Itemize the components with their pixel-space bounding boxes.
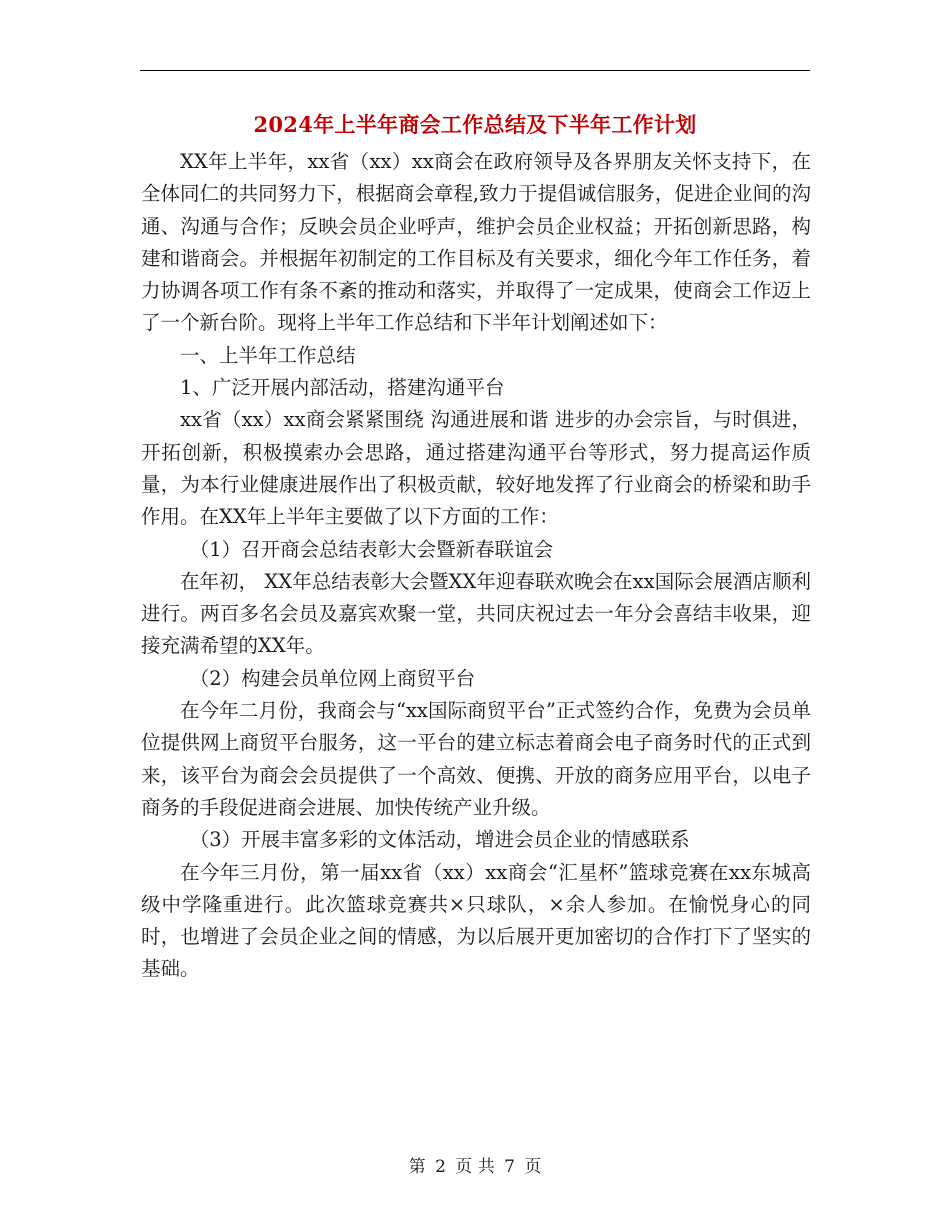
body-paragraph: xx省（xx）xx商会紧紧围绕 沟通进展和谐 进步的办会宗旨，与时俱进，开拓创新，积极摸索办会思路，通过搭建沟通平台等形式，努力提高运作质量，为本行业健康进展作出了积极贡献，较好地发挥了行业商会的桥梁和助手作用。在XX年上半年主要做了以下方面的工作： (141, 408, 811, 529)
intro-paragraph: XX年上半年，xx省（xx）xx商会在政府领导及各界朋友关怀支持下，在全体同仁的共同努力下，根据商会章程,致力于提倡诚信服务，促进企业间的沟通、沟通与合作；反映会员企业呼声，维护会员企业权益；开拓创新思路，构建和谐商会。并根据年初制定的工作目标及有关要求，细化今年工作任务，着力协调各项工作有条不紊的推动和落实，并取得了一定成果，使商会工作迈上了一个新台阶。现将上半年工作总结和下半年计划阐述如下： (141, 150, 811, 335)
page-number: 2 (435, 1157, 446, 1177)
subsection-heading: 1、广泛开展内部活动，搭建沟通平台 (180, 376, 505, 400)
footer-middle: 页 共 (455, 1157, 495, 1177)
item-heading: （1）召开商会总结表彰大会暨新春联谊会 (189, 537, 554, 561)
body-paragraph: 在今年三月份，第一届xx省（xx）xx商会“汇星杯”篮球竞赛在xx东城高级中学隆重进行。此次篮球竞赛共×只球队，×余人参加。在愉悦身心的同时，也增进了会员企业之间的情感，为以后展开更加密切的合作打下了坚实的基础。 (141, 860, 811, 981)
item-heading: （2）构建会员单位网上商贸平台 (189, 666, 476, 690)
item-heading: （3）开展丰富多彩的文体活动，增进会员企业的情感联系 (189, 828, 690, 852)
page-footer (0, 1152, 950, 1177)
body-paragraph: 在今年二月份，我商会与“xx国际商贸平台”正式签约合作，免费为会员单位提供网上商贸平台服务，这一平台的建立标志着商会电子商务时代的正式到来，该平台为商会会员提供了一个高效、便携、开放的商务应用平台，以电子商务的手段促进商会进展、加快传统产业升级。 (141, 699, 811, 819)
footer-prefix: 第 (408, 1157, 426, 1177)
footer-suffix: 页 (524, 1157, 542, 1177)
page-total: 7 (504, 1157, 515, 1177)
page-title: 2024年上半年商会工作总结及下半年工作计划 (253, 112, 697, 137)
body-paragraph: 在年初， XX年总结表彰大会暨XX年迎春联欢晚会在xx国际会展酒店顺利进行。两百多名会员及嘉宾欢聚一堂，共同庆祝过去一年分会喜结丰收果，迎接充满希望的XX年。 (141, 569, 811, 658)
header-rule (140, 70, 810, 71)
document-body (141, 146, 811, 986)
section-heading: 一、上半年工作总结 (180, 343, 356, 367)
